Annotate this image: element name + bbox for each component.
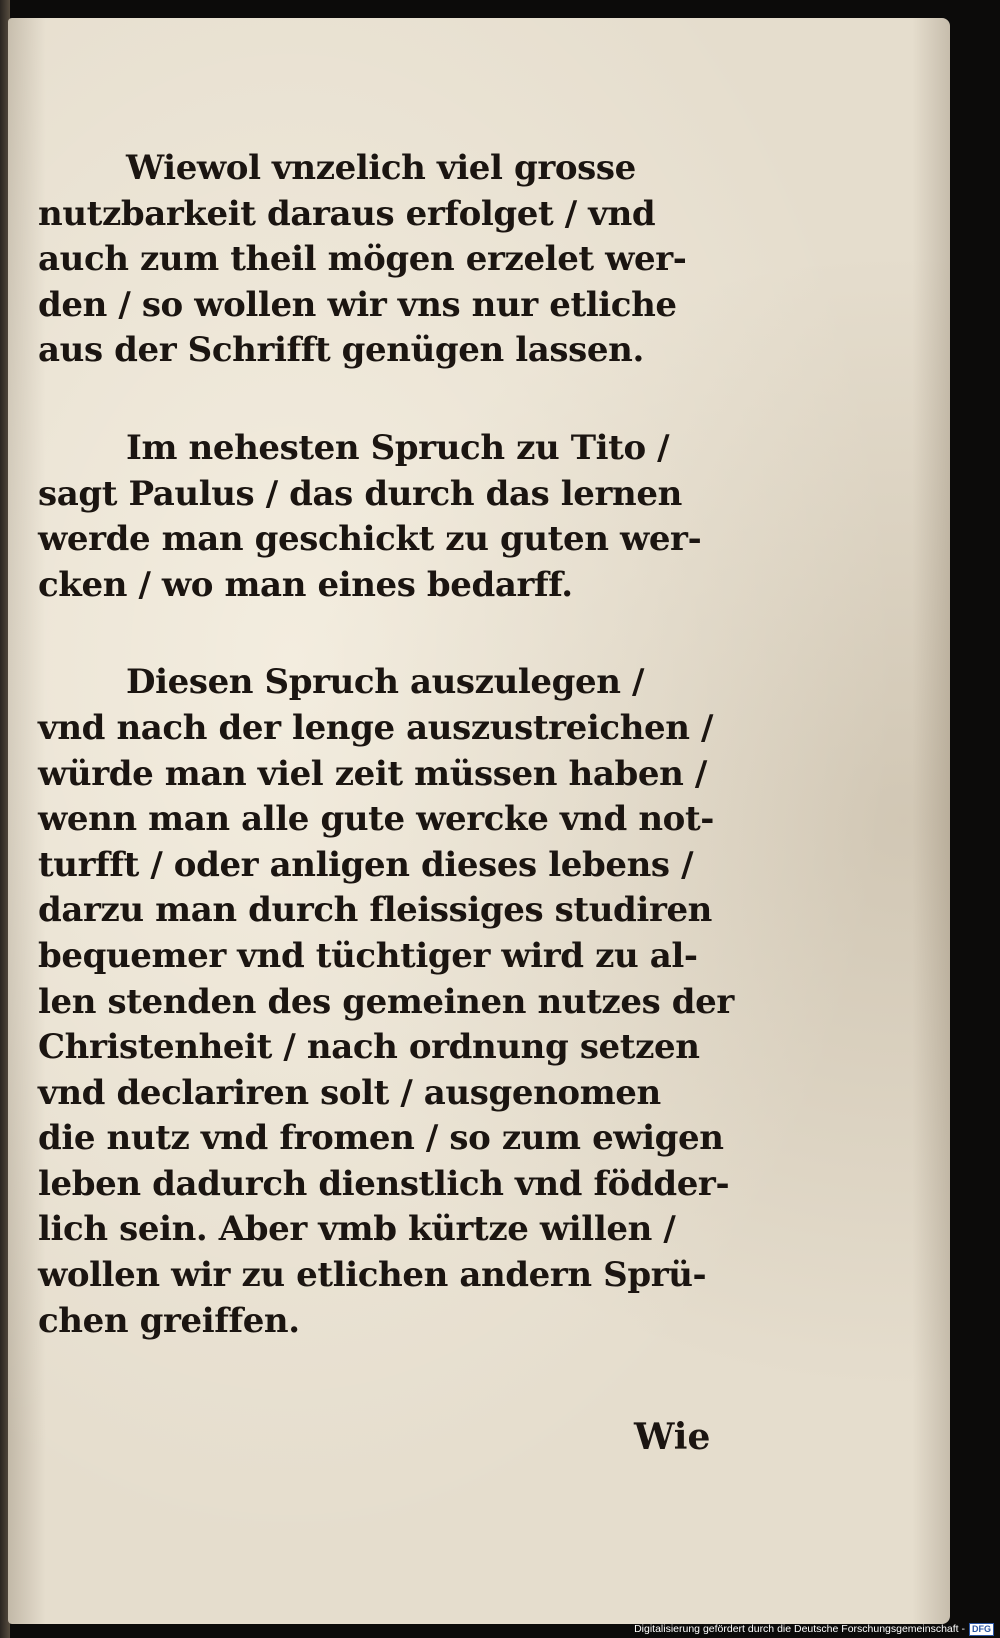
text-line: vnd nach der lenge auszustreichen / xyxy=(38,707,714,748)
paragraph xyxy=(38,146,728,374)
text-line: wenn man alle gute wercke vnd not- xyxy=(38,799,714,840)
text-line: vnd declariren solt / ausgenomen xyxy=(38,1072,661,1113)
text-line: sagt Paulus / das durch das lernen xyxy=(38,473,682,514)
text-line: die nutz vnd fromen / so zum ewigen xyxy=(38,1118,724,1159)
text-line: auch zum theil mögen erzelet wer- xyxy=(38,239,687,280)
dfg-logo: DFG xyxy=(969,1623,994,1636)
text-line: Im nehesten Spruch zu Tito / xyxy=(126,427,670,468)
text-line: len stenden des gemeinen nutzes der xyxy=(38,981,734,1022)
catchword: Wie xyxy=(634,1416,711,1458)
paragraph xyxy=(38,426,728,608)
text-line: darzu man durch fleissiges studiren xyxy=(38,890,713,931)
text-line: bequemer vnd tüchtiger wird zu al- xyxy=(38,935,698,976)
text-line: lich sein. Aber vmb kürtze willen / xyxy=(38,1209,676,1250)
text-line: würde man viel zeit müssen haben / xyxy=(38,753,707,794)
text-line: werde man geschickt zu guten wer- xyxy=(38,519,702,560)
book-page xyxy=(8,18,950,1624)
text-line: den / so wollen wir vns nur etliche xyxy=(38,284,677,325)
text-line: Christenheit / nach ordnung setzen xyxy=(38,1027,700,1068)
text-line: turfft / oder anligen dieses lebens / xyxy=(38,844,694,885)
text-line: nutzbarkeit daraus erfolget / vnd xyxy=(38,193,656,234)
page-text xyxy=(38,146,734,1396)
text-line: Wiewol vnzelich viel grosse xyxy=(126,148,636,188)
text-line: wollen wir zu etlichen andern Sprü- xyxy=(38,1255,707,1296)
text-line: aus der Schrifft genügen lassen. xyxy=(38,330,644,371)
text-line: chen greiffen. xyxy=(38,1300,300,1341)
text-line: leben dadurch dienstlich vnd födder- xyxy=(38,1163,730,1204)
paragraph xyxy=(38,660,734,1344)
text-line: cken / wo man eines bedarff. xyxy=(38,564,573,605)
funding-note: Digitalisierung gefördert durch die Deutsche Forschungsgemeinschaft - xyxy=(634,1623,965,1635)
funding-footer xyxy=(634,1622,994,1636)
text-line: Diesen Spruch auszulegen / xyxy=(126,662,645,703)
